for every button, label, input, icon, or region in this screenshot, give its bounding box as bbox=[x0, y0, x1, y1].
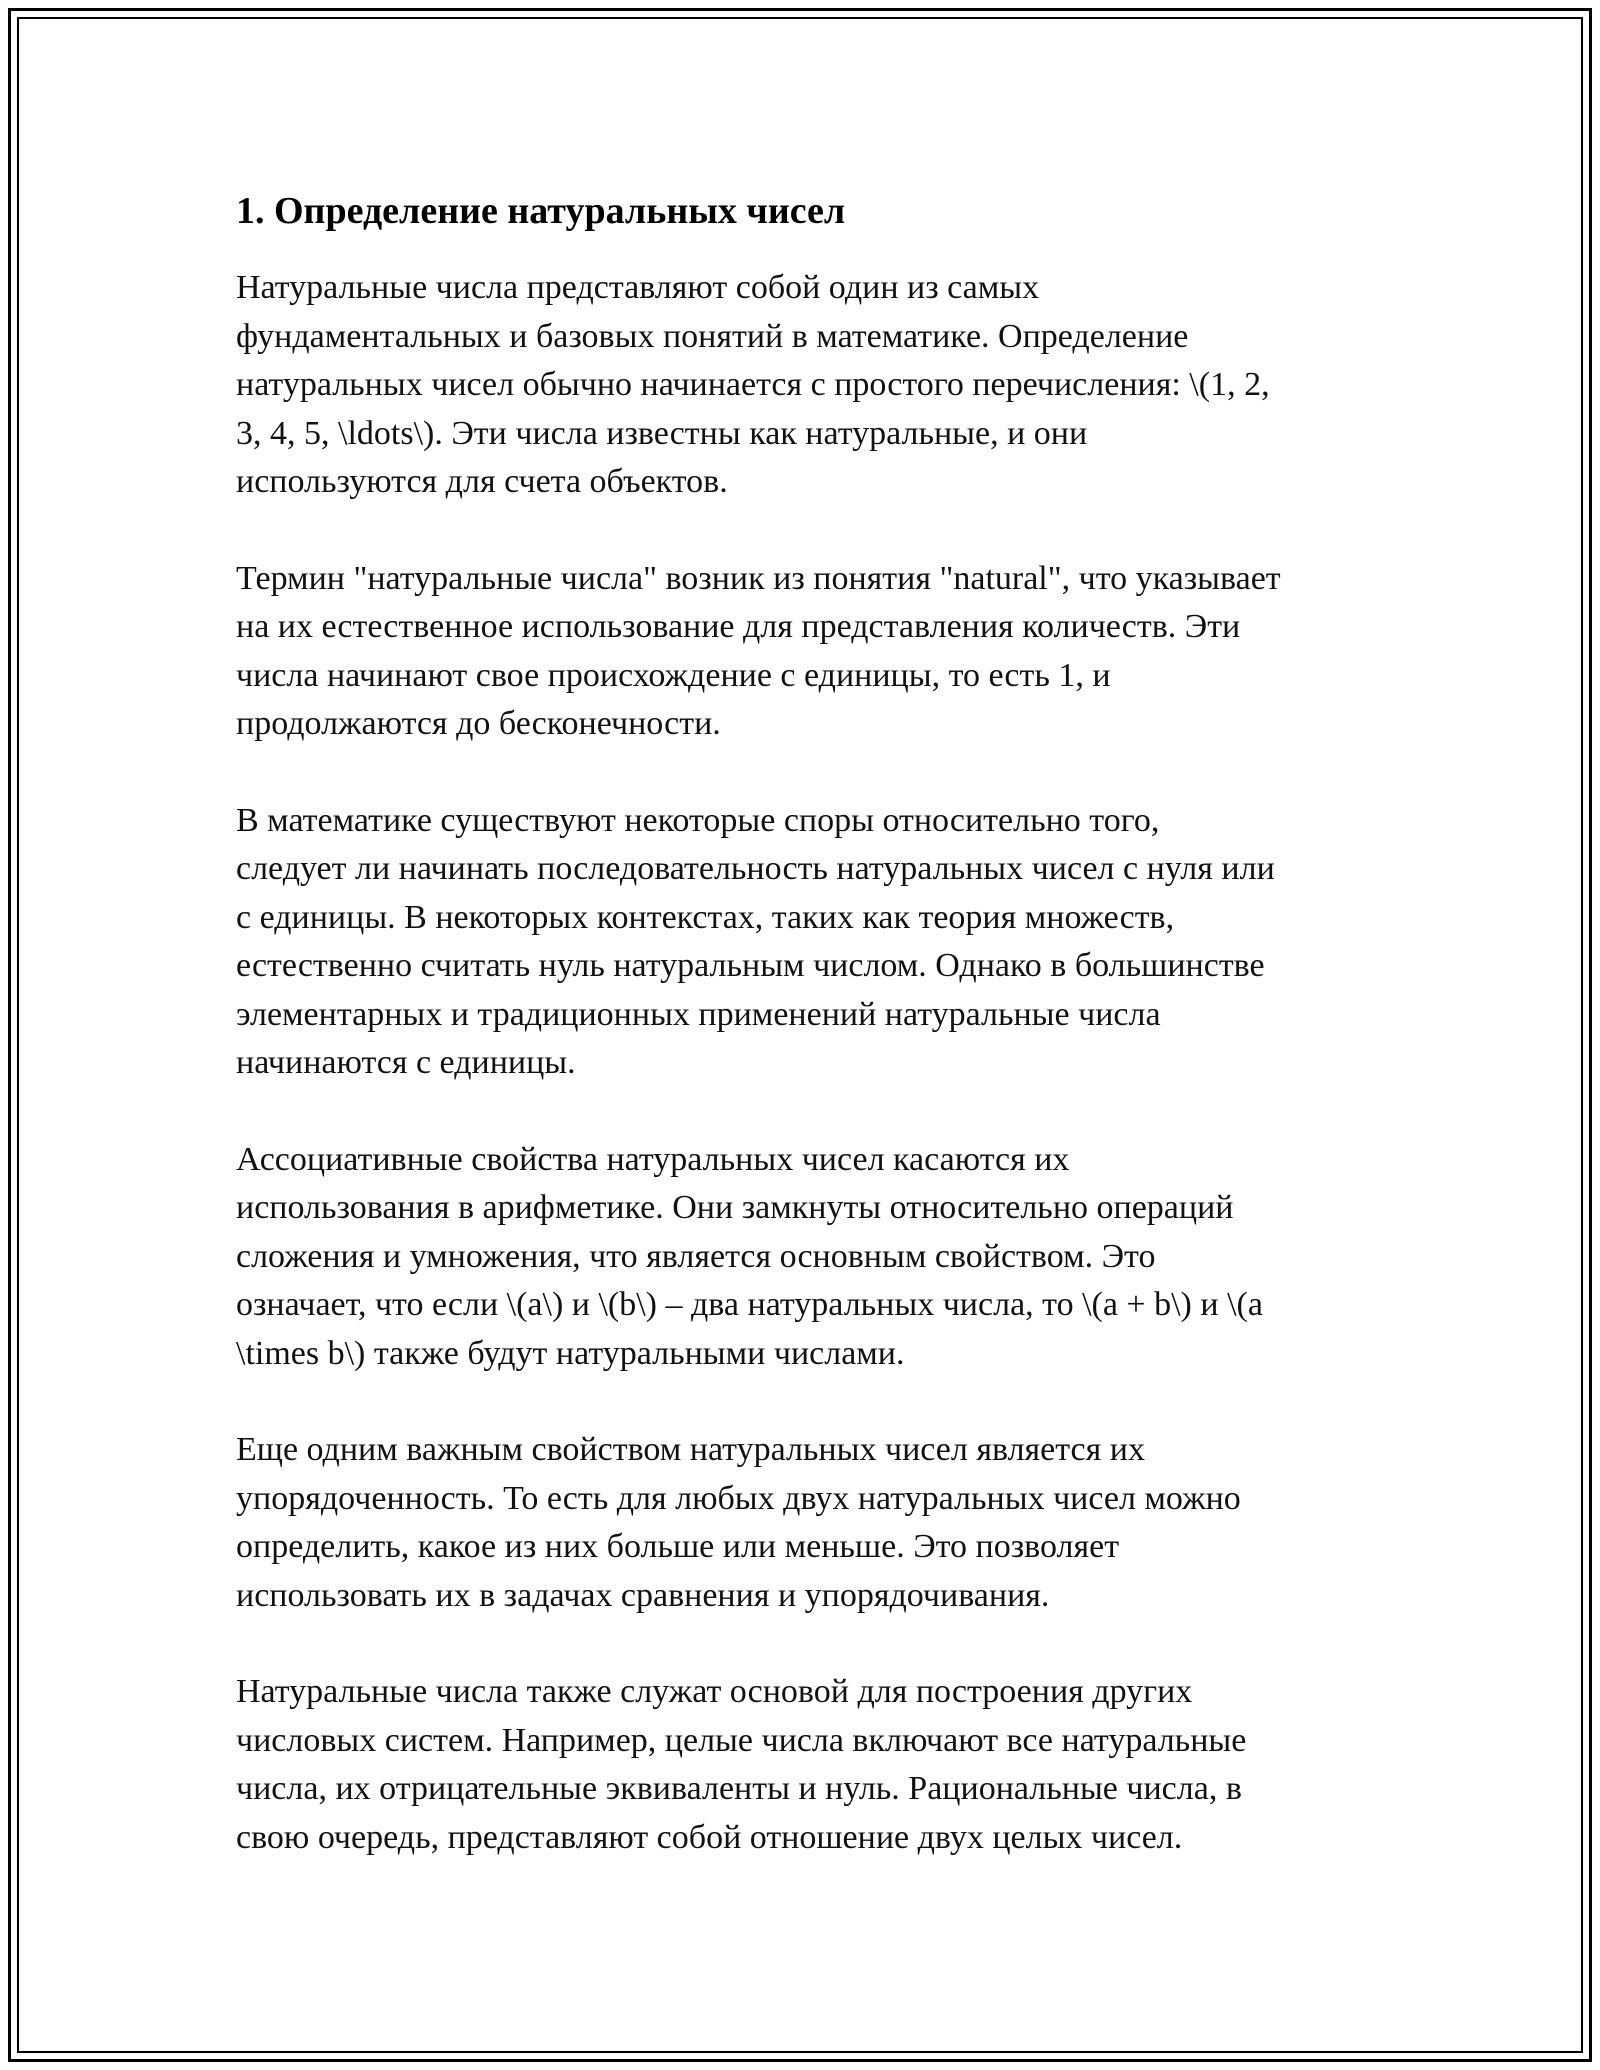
document-body bbox=[236, 186, 1376, 1910]
paragraph-number-systems: Натуральные числа также служат основой для построения других числовых систем. Например, целые числа включают все натуральные числа, их отрицательные эквиваленты и нуль. Рациональные числа, в свою очередь, представляют собой отношение двух целых чисел. bbox=[236, 1673, 1247, 1856]
paragraph-ordering: Еще одним важным свойством натуральных чисел является их упорядоченность. То есть для любых двух натуральных чисел можно определить, какое из них больше или меньше. Это позволяет использовать их в задачах сравнения и упорядочивания. bbox=[236, 1431, 1241, 1614]
paragraph-zero-debate: В математике существуют некоторые споры относительно того, следует ли начинать последовательность натуральных чисел с нуля или с единицы. В некоторых контекстах, таких как теория множеств, естественно считать нуль натуральным числом. Однако в большинстве элементарных и традиционных применений натуральные числа начинаются с единицы. bbox=[236, 801, 1275, 1081]
paragraph-term-origin: Термин "натуральные числа" возник из понятия "natural", что указывает на их естественное использование для представления количеств. Эти числа начинают свое происхождение с единицы, то есть 1, и продолжаются до бесконечности. bbox=[236, 559, 1281, 742]
section-title: 1. Определение натуральных чисел bbox=[236, 190, 846, 232]
paragraph-definition: Натуральные числа представляют собой один из самых фундаментальных и базовых понятий в математике. Определение натуральных чисел обычно начинается с простого перечисления: \(1, 2, 3, 4, 5, \ldots\). Эти числа известны как натуральные, и они используются для счета объектов. bbox=[236, 269, 1270, 500]
paragraph-closure-properties: Ассоциативные свойства натуральных чисел касаются их использования в арифметике. Они замкнуты относительно операций сложения и умножения, что является основным свойством. Это означает, что если \(a\) и \(b\) – два натуральных числа, то \(a + b\) и \(a \times b\) также будут натуральными числами. bbox=[236, 1140, 1263, 1372]
